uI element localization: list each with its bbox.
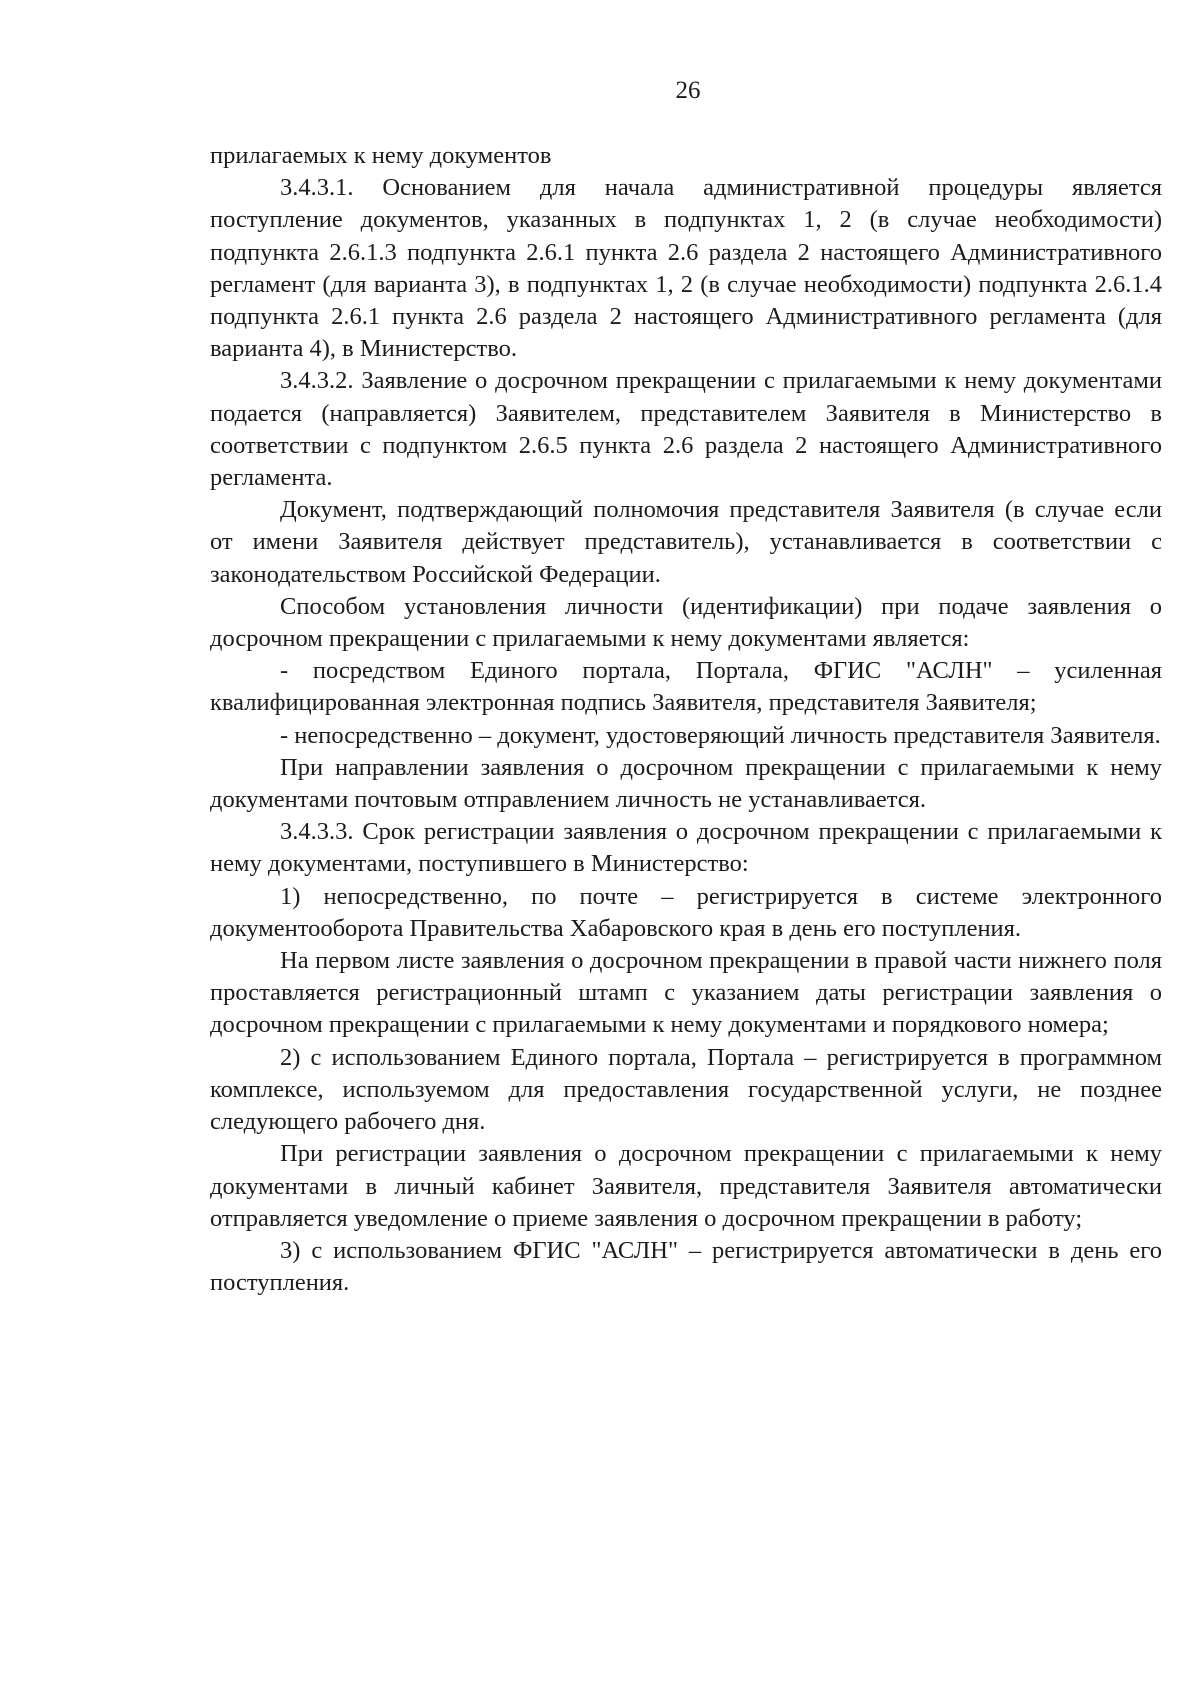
paragraph: При направлении заявления о досрочном прекращении с прилагаемыми к нему документами почтовым отправлением личность не устанавливается. — [210, 753, 1162, 814]
page-number: 26 — [675, 77, 701, 104]
paragraph: 1) непосредственно, по почте – регистрируется в системе электронного документооборота Правительства Хабаровского края в день его поступления. — [210, 882, 1162, 942]
paragraph: 3.4.3.2. Заявление о досрочном прекращении с прилагаемыми к нему документами подается (направляется) Заявителем, представителем Заявителя в Министерство в соответствии с подпунктом 2.6.5 пункта 2.6 раздела 2 настоящего Административного регламента. — [210, 367, 1162, 492]
paragraph: - непосредственно – документ, удостоверяющий личность представителя Заявителя. — [280, 721, 1161, 749]
paragraph: На первом листе заявления о досрочном прекращении в правой части нижнего поля проставляется регистрационный штамп с указанием даты регистрации заявления о досрочном прекращении с прилагаемыми к нему документами и порядкового номера; — [210, 947, 1162, 1039]
paragraph: прилагаемых к нему документов — [210, 142, 552, 169]
paragraph: Документ, подтверждающий полномочия представителя Заявителя (в случае если от имени Заявителя действует представитель), устанавливается в соответствии с законодательством Российской Федерации. — [210, 496, 1162, 588]
paragraph: 2) с использованием Единого портала, Портала – регистрируется в программном комплексе, используемом для предоставления государственной услуги, не позднее следующего рабочего дня. — [210, 1043, 1162, 1136]
paragraph: 3.4.3.3. Срок регистрации заявления о досрочном прекращении с прилагаемыми к нему документами, поступившего в Министерство: — [210, 818, 1162, 878]
paragraph: 3.4.3.1. Основанием для начала административной процедуры является поступление документов, указанных в подпунктах 1, 2 (в случае необходимости) подпункта 2.6.1.3 подпункта 2.6.1 пункта 2.6 раздела 2 настоящего Административного регламент (для варианта 3), в подпунктах 1, 2 (в случае необходимости) подпункта 2.6.1.4 подпункта 2.6.1 пункта 2.6 раздела 2 настоящего Административного регламента (для варианта 4), в Министерство. — [210, 174, 1162, 363]
paragraph: Способом установления личности (идентификации) при подаче заявления о досрочном прекращении с прилагаемыми к нему документами является: — [210, 592, 1162, 653]
paragraph: При регистрации заявления о досрочном прекращении с прилагаемыми к нему документами в личный кабинет Заявителя, представителя Заявителя автоматически отправляется уведомление о приеме заявления о досрочном прекращении в работу; — [210, 1140, 1162, 1232]
document-body — [210, 140, 1162, 1299]
paragraph: 3) с использованием ФГИС "АСЛН" – регистрируется автоматически в день его поступления. — [210, 1236, 1162, 1297]
paragraph: - посредством Единого портала, Портала, ФГИС "АСЛН" – усиленная квалифицированная электронная подпись Заявителя, представителя Заявителя; — [210, 657, 1162, 717]
